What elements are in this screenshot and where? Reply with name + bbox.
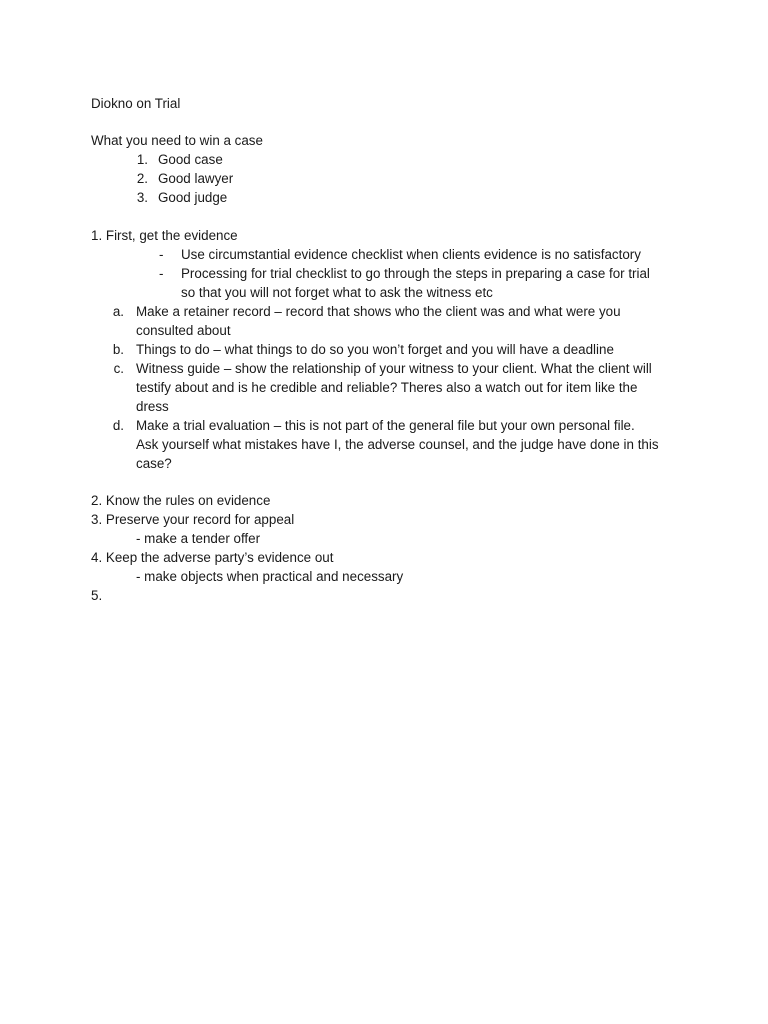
letter-item-line: Make a retainer record – record that shows who the client was and what were you: [136, 304, 621, 319]
letter-item-line: consulted about: [136, 323, 231, 338]
section-heading: 5.: [91, 588, 103, 603]
section-heading: 1. First, get the evidence: [91, 228, 238, 243]
letter-item-line: Things to do – what things to do so you won’t forget and you will have a deadline: [136, 342, 614, 357]
sub-item: - make a tender offer: [136, 531, 261, 546]
document-title: Diokno on Trial: [91, 96, 181, 111]
letter-marker: a.: [112, 304, 124, 319]
dash-marker: -: [159, 247, 164, 262]
dash-item-line: Processing for trial checklist to go through the steps in preparing a case for trial: [181, 266, 650, 281]
dash-item-line: so that you will not forget what to ask the witness etc: [181, 285, 493, 300]
dash-marker: -: [159, 266, 164, 281]
letter-item-line: Make a trial evaluation – this is not part of the general file but your own personal file.: [136, 418, 635, 433]
list-item: Good case: [158, 152, 223, 167]
letter-marker: b.: [112, 342, 124, 357]
section-heading: 2. Know the rules on evidence: [91, 493, 271, 508]
letter-item-line: dress: [136, 399, 169, 414]
letter-item-line: Witness guide – show the relationship of your witness to your client. What the client will: [136, 361, 652, 376]
section-heading: 4. Keep the adverse party’s evidence out: [91, 550, 334, 565]
list-number: 2.: [136, 171, 148, 186]
letter-item-line: testify about and is he credible and reliable? Theres also a watch out for item like the: [136, 380, 638, 395]
intro-line: What you need to win a case: [91, 133, 263, 148]
letter-item-line: Ask yourself what mistakes have I, the adverse counsel, and the judge have done in this: [136, 437, 659, 452]
sub-item: - make objects when practical and necessary: [136, 569, 404, 584]
section-heading: 3. Preserve your record for appeal: [91, 512, 295, 527]
letter-marker: d.: [112, 418, 124, 433]
dash-item-line: Use circumstantial evidence checklist when clients evidence is no satisfactory: [181, 247, 641, 262]
list-item: Good lawyer: [158, 171, 234, 186]
letter-marker: c.: [113, 361, 124, 376]
list-number: 3.: [136, 190, 148, 205]
list-item: Good judge: [158, 190, 228, 205]
letter-item-line: case?: [136, 456, 172, 471]
list-number: 1.: [136, 152, 148, 167]
